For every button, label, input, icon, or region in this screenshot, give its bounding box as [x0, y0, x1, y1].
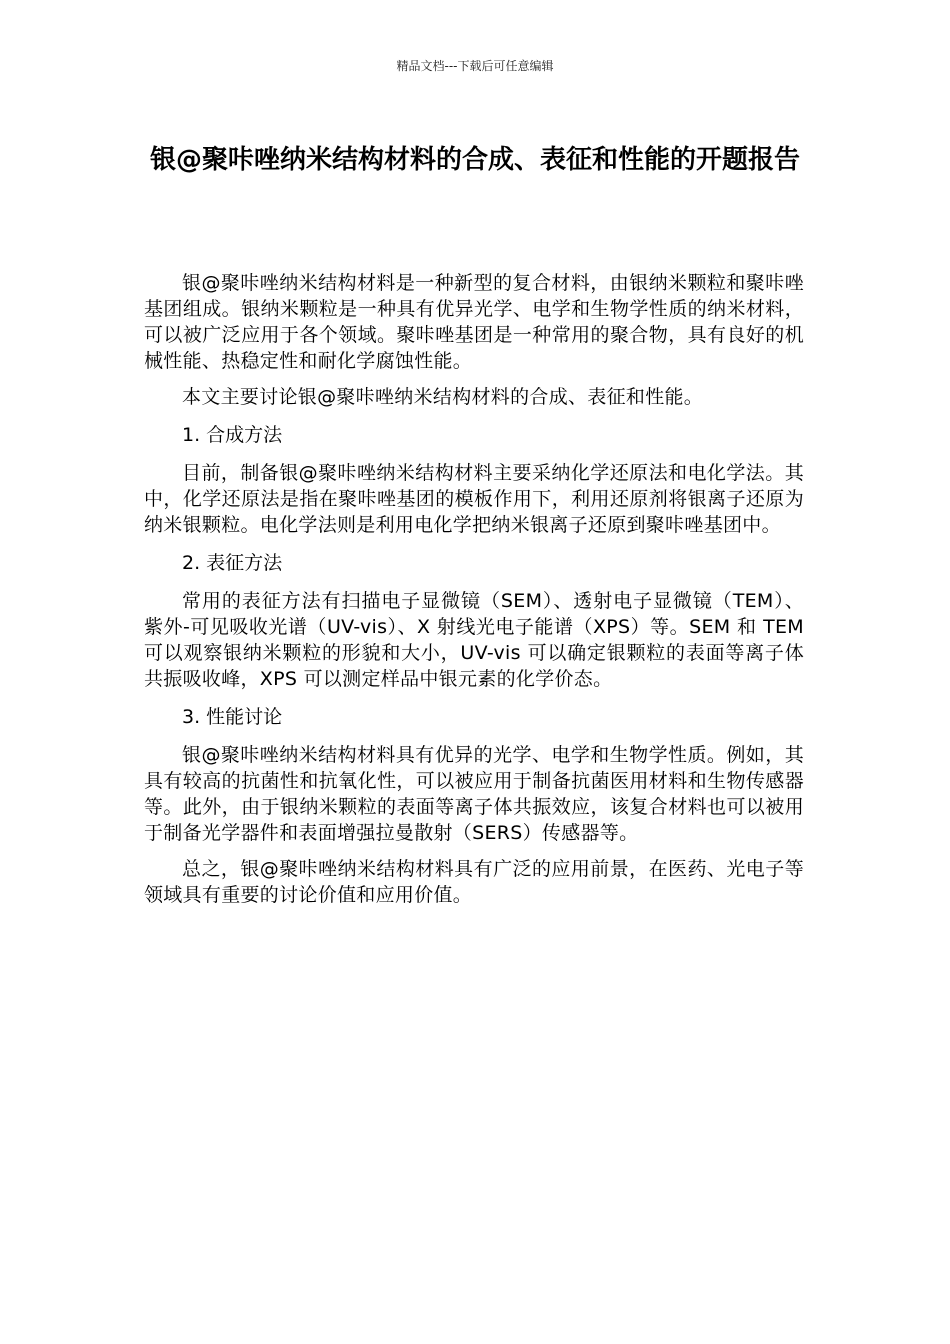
scope-paragraph: 本文主要讨论银@聚咔唑纳米结构材料的合成、表征和性能。: [182, 386, 704, 408]
conclusion-paragraph: 总之，银@聚咔唑纳米结构材料具有广泛的应用前景，在医药、光电子等领域具有重要的讨论价值和应用价值。: [144, 858, 804, 906]
intro-paragraph: 银@聚咔唑纳米结构材料是一种新型的复合材料，由银纳米颗粒和聚咔唑基团组成。银纳米颗粒是一种具有优异光学、电学和生物学性质的纳米材料，可以被广泛应用于各个领域。聚咔唑基团是一种常用的聚合物，具有良好的机械性能、热稳定性和耐化学腐蚀性能。: [144, 272, 804, 372]
characterization-paragraph: 常用的表征方法有扫描电子显微镜（SEM）、透射电子显微镜（TEM）、紫外-可见吸收光谱（UV-vis）、X 射线光电子能谱（XPS）等。SEM 和 TEM 可以观察银纳米颗粒的形貌和大小，UV-vis 可以确定银颗粒的表面等离子体共振吸收峰，XPS 可以测定样品中银元素的化学价态。: [144, 590, 804, 690]
section-heading-performance: 3. 性能讨论: [182, 706, 283, 728]
section-heading-characterization: 2. 表征方法: [182, 552, 283, 574]
page-header: 精品文档---下载后可任意编辑: [396, 59, 554, 73]
document-title: 银@聚咔唑纳米结构材料的合成、表征和性能的开题报告: [149, 145, 800, 175]
section-heading-synthesis: 1. 合成方法: [182, 424, 283, 446]
document-body: [144, 270, 804, 918]
synthesis-paragraph: 目前，制备银@聚咔唑纳米结构材料主要采纳化学还原法和电化学法。其中，化学还原法是指在聚咔唑基团的模板作用下，利用还原剂将银离子还原为纳米银颗粒。电化学法则是利用电化学把纳米银离子还原到聚咔唑基团中。: [144, 462, 804, 536]
performance-paragraph: 银@聚咔唑纳米结构材料具有优异的光学、电学和生物学性质。例如，其具有较高的抗菌性和抗氧化性，可以被应用于制备抗菌医用材料和生物传感器等。此外，由于银纳米颗粒的表面等离子体共振效应，该复合材料也可以被用于制备光学器件和表面增强拉曼散射（SERS）传感器等。: [144, 744, 804, 844]
